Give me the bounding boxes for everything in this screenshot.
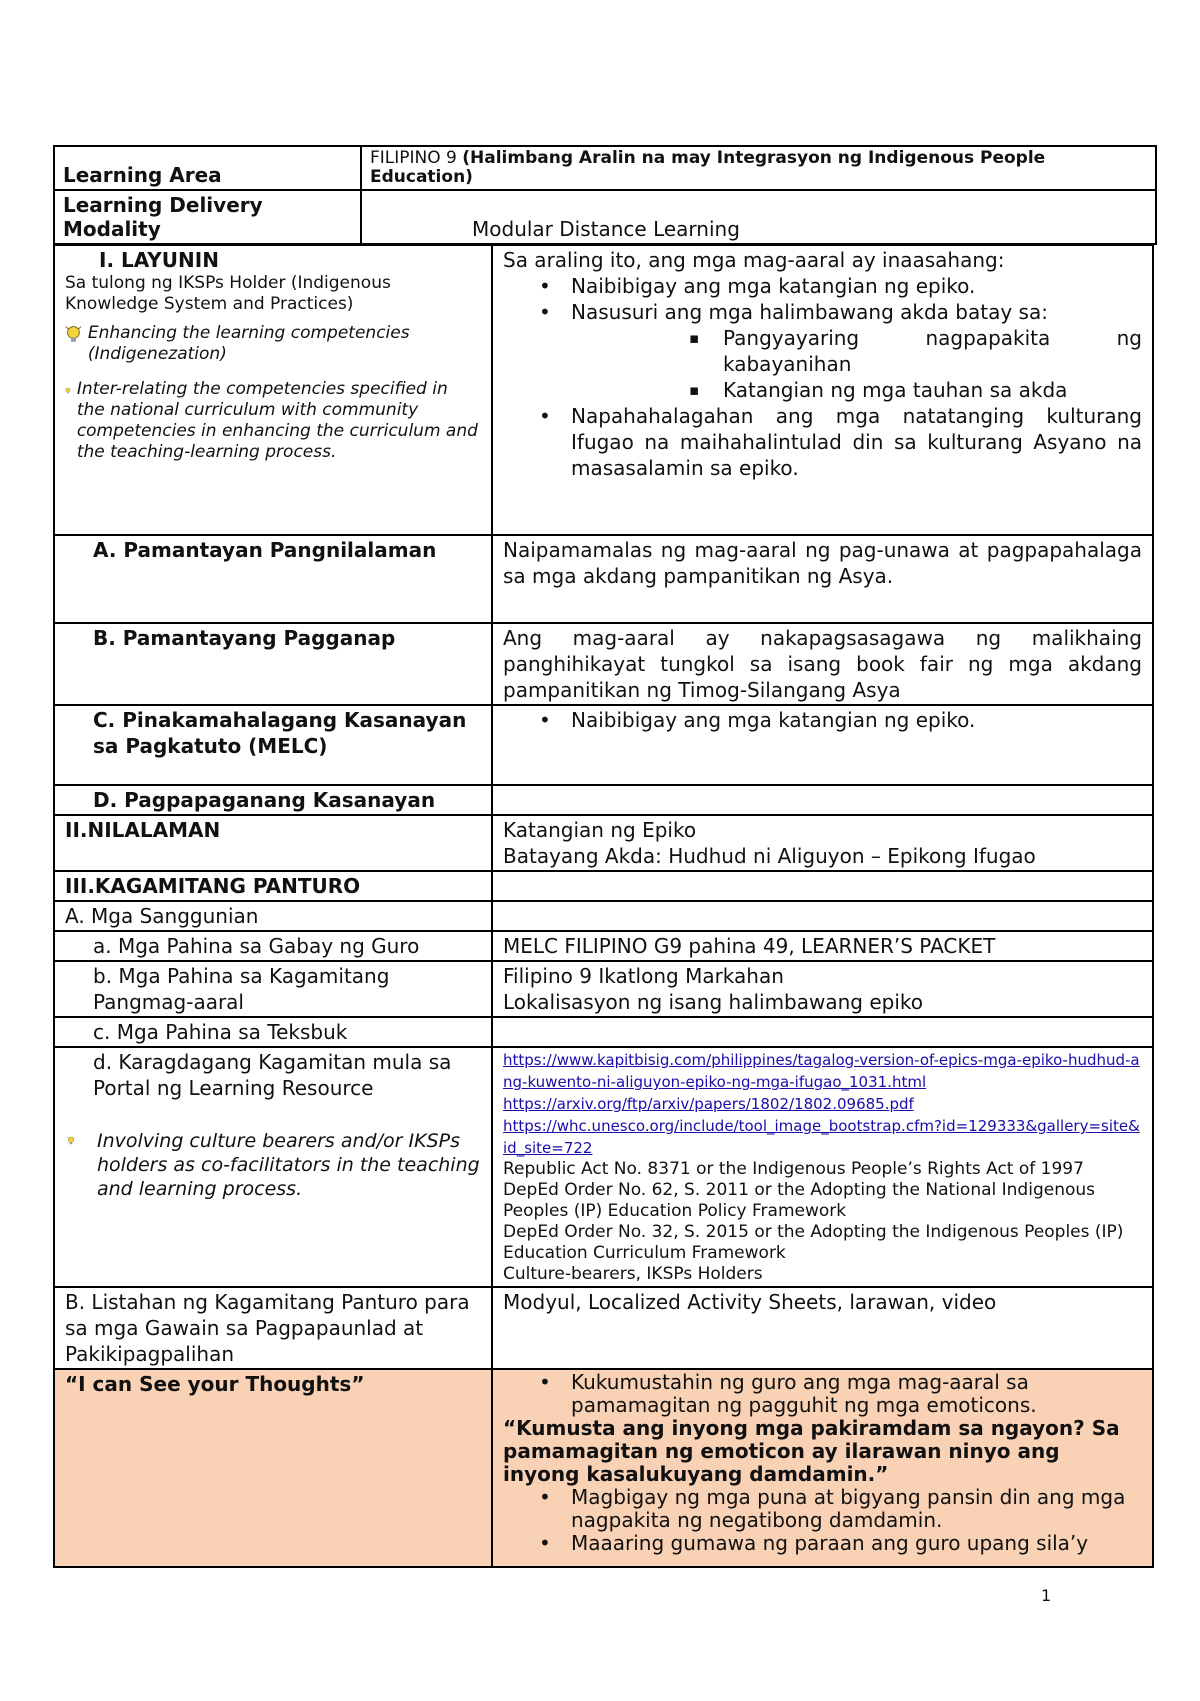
ref-c-value (492, 1017, 1153, 1047)
ref-c-row (54, 1017, 1153, 1047)
delivery-value: Modular Distance Learning (472, 217, 740, 241)
row-d-label: D. Pagpapaganang Kasanayan (54, 785, 492, 815)
layunin-holder: Sa tulong ng IKSPs Holder (Indigenous Knowledge System and Practices) (65, 273, 391, 314)
sub-objective-1: ▪ Pangyayaring nagpapakita ng kabayanihan (723, 325, 1142, 377)
nilalaman-label: II.NILALAMAN (54, 815, 492, 871)
learning-area-label: Learning Area (63, 163, 222, 187)
page-number: 1 (1041, 1586, 1052, 1605)
reference-link-1[interactable]: https://www.kapitbisig.com/philippines/tagalog-version-of-epics-mga-epiko-hudhud-ang-kuwento-ni-aliguyon-epiko-ng-mga-ifugao_1031.html (503, 1051, 1140, 1091)
sanggunian-value (492, 901, 1153, 931)
row-a (54, 535, 1153, 623)
sanggunian-row (54, 901, 1153, 931)
thoughts-label: “I can See your Thoughts” (54, 1369, 492, 1567)
sub-objective-list (503, 325, 1142, 403)
subject-note: (Halimbang Aralin na may Integrasyon ng Indigenous People Education) (370, 148, 1046, 187)
reference-ra-8371: Republic Act No. 8371 or the Indigenous People’s Rights Act of 1997 (503, 1159, 1084, 1179)
ref-b-label: b. Mga Pahina sa Kagamitang Pangmag-aaral (54, 961, 492, 1017)
ref-d-left-cell (54, 1047, 492, 1287)
nilalaman-value-cell (492, 815, 1153, 871)
row-b-value: Ang mag-aaral ay nakapagsasagawa ng malikhaing panghihikayat tungkol sa isang book fair ng mga akdang pampanitikan ng Timog-Silangang Asya (492, 623, 1153, 705)
lightbulb-icon (65, 323, 82, 347)
reference-culture-bearers: Culture-bearers, IKSPs Holders (503, 1264, 763, 1284)
note-2-text: Inter-relating the competencies specified in the national curriculum with community competencies in enhancing the curriculum and the teaching-learning process. (76, 379, 478, 462)
reference-link-3[interactable]: https://whc.unesco.org/include/tool_image_bootstrap.cfm?id=129333&gallery=site&id_site=722 (503, 1117, 1140, 1157)
delivery-label-cell (54, 190, 361, 244)
nilalaman-row (54, 815, 1153, 871)
ref-b-row (54, 961, 1153, 1017)
layunin-row (54, 245, 1153, 535)
note-1-text: Enhancing the learning competencies (Indigenezation) (87, 323, 410, 364)
row-b-label: B. Pamantayang Pagganap (54, 623, 492, 705)
sub-objective-2: ▪ Katangian ng mga tauhan sa akda (723, 377, 1142, 403)
lightbulb-icon (67, 1129, 75, 1153)
ref-a-row (54, 931, 1153, 961)
objective-2: • Nasusuri ang mga halimbawang akda batay sa: (571, 299, 1142, 325)
row-d (54, 785, 1153, 815)
learning-area-label-cell (54, 146, 361, 190)
row-d-value (492, 785, 1153, 815)
thoughts-item-1: • Kukumustahin ng guro ang mga mag-aaral sa pamamagitan ng pagguhit ng mga emoticons. (571, 1371, 1142, 1417)
nilalaman-value-1: Katangian ng Epiko (503, 818, 697, 842)
objective-3: • Napahahalagahan ang mga natatanging kulturang Ifugao na maihahalintulad din sa kulturang Asyano na masasalamin sa epiko. (571, 403, 1142, 481)
ref-d-note (67, 1129, 481, 1201)
thoughts-list-2 (503, 1486, 1142, 1555)
ref-d-note-text: Involving culture bearers and/or IKSPs holders as co-facilitators in the teaching and learning process. (96, 1130, 480, 1200)
melc-list (503, 707, 1142, 733)
lesson-plan-table (53, 244, 1154, 1568)
row-a-value: Naipamamalas ng mag-aaral ng pag-unawa at pagpapahalaga sa mga akdang pampanitikan ng Asya. (492, 535, 1153, 623)
delivery-value-cell (361, 190, 1156, 244)
note-1 (65, 323, 481, 365)
kagamitan-label: III.KAGAMITANG PANTURO (54, 871, 492, 901)
ref-a-label: a. Mga Pahina sa Gabay ng Guro (54, 931, 492, 961)
row-c-value-cell (492, 705, 1153, 785)
ref-b-value-2: Lokalisasyon ng isang halimbawang epiko (503, 990, 923, 1014)
ref-b-value-1: Filipino 9 Ikatlong Markahan (503, 964, 784, 988)
thoughts-item-2: • Magbigay ng mga puna at bigyang pansin din ang mga nagpakita ng negatibong damdamin. (571, 1486, 1142, 1532)
objective-1: • Naibibigay ang mga katangian ng epiko. (571, 273, 1142, 299)
nilalaman-value-2: Batayang Akda: Hudhud ni Aliguyon – Epikong Ifugao (503, 844, 1036, 868)
note-2 (65, 379, 481, 463)
row-a-label: A. Pamantayan Pangnilalaman (54, 535, 492, 623)
layunin-intro: Sa araling ito, ang mga mag-aaral ay inaasahang: (503, 248, 1005, 272)
delivery-label: Learning Delivery Modality (63, 193, 263, 241)
ref-d-row (54, 1047, 1153, 1287)
lightbulb-icon (65, 379, 71, 403)
ref-d-label: d. Karagdagang Kagamitan mula sa Portal ng Learning Resource (93, 1050, 452, 1100)
ref-a-value: MELC FILIPINO G9 pahina 49, LEARNER’S PACKET (492, 931, 1153, 961)
objective-list (503, 273, 1142, 325)
reference-link-2[interactable]: https://arxiv.org/ftp/arxiv/papers/1802/1802.09685.pdf (503, 1095, 914, 1113)
header-table (53, 145, 1157, 245)
reference-deped-62: DepEd Order No. 62, S. 2011 or the Adopting the National Indigenous Peoples (IP) Education Policy Framework (503, 1180, 1095, 1221)
layunin-right-cell (492, 245, 1153, 535)
sanggunian-label: A. Mga Sanggunian (54, 901, 492, 931)
ref-c-label: c. Mga Pahina sa Teksbuk (54, 1017, 492, 1047)
thoughts-value-cell (492, 1369, 1153, 1567)
kagamitan-row (54, 871, 1153, 901)
reference-deped-32: DepEd Order No. 32, S. 2015 or the Adopting the Indigenous Peoples (IP) Education Curriculum Framework (503, 1222, 1124, 1263)
thoughts-quote: “Kumusta ang inyong mga pakiramdam sa ngayon? Sa pamamagitan ng emoticon ay ilarawan ninyo ang inyong kasalukuyang damdamin.” (503, 1416, 1120, 1486)
learning-area-value-cell (361, 146, 1156, 190)
subject: FILIPINO 9 (370, 148, 457, 168)
ref-b-value-cell (492, 961, 1153, 1017)
listahan-row (54, 1287, 1153, 1369)
layunin-title: I. LAYUNIN (99, 248, 219, 272)
thoughts-list-1 (503, 1371, 1142, 1417)
thoughts-row (54, 1369, 1153, 1567)
row-c-label: C. Pinakamahalagang Kasanayan sa Pagkatuto (MELC) (54, 705, 492, 785)
listahan-value: Modyul, Localized Activity Sheets, larawan, video (492, 1287, 1153, 1369)
row-c (54, 705, 1153, 785)
kagamitan-value (492, 871, 1153, 901)
row-b (54, 623, 1153, 705)
melc-item: • Naibibigay ang mga katangian ng epiko. (571, 707, 1142, 733)
thoughts-item-3: • Maaaring gumawa ng paraan ang guro upang sila’y (571, 1532, 1142, 1555)
ref-d-value-cell (492, 1047, 1153, 1287)
layunin-left-cell (54, 245, 492, 535)
listahan-label: B. Listahan ng Kagamitang Panturo para sa mga Gawain sa Pagpapaunlad at Pakikipagpalihan (54, 1287, 492, 1369)
objective-list-2 (503, 403, 1142, 481)
